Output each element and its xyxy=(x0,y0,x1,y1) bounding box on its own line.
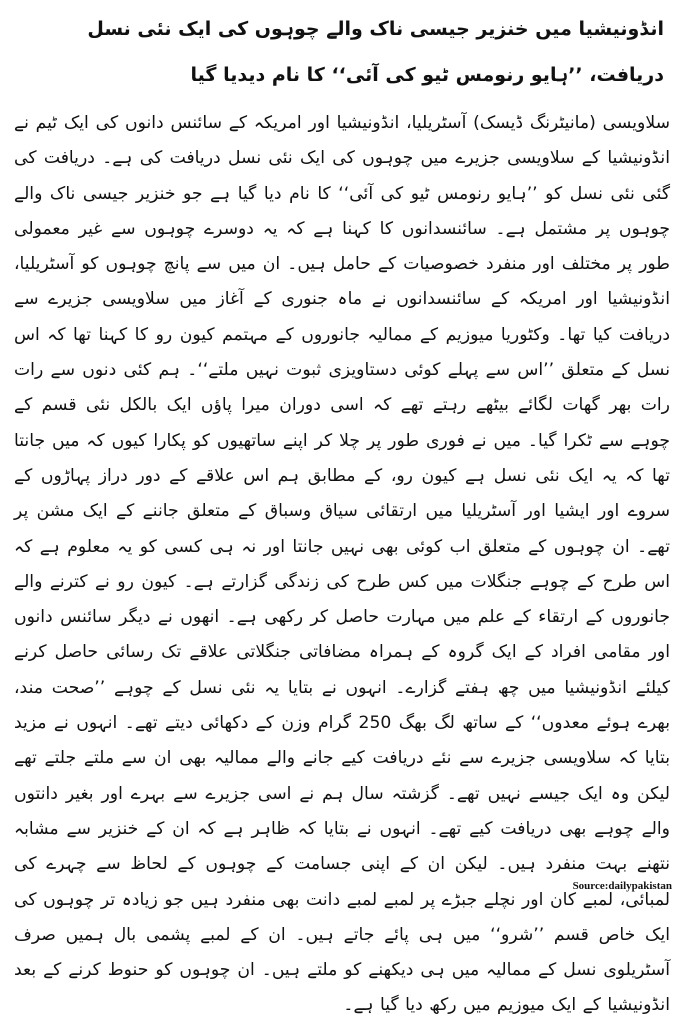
article-body: سلاویسی (مانیٹرنگ ڈیسک) آسٹریلیا، انڈونیشیا اور امریکہ کے سائنس دانوں کی ایک ٹیم نے انڈونیشیا کے سلاویسی جزیرے میں چوہوں کی ایک نئی نسل دریافت کی ہے۔ دریافت کی گئی نئی نسل کو ’’ہایو رنومس ٹیو کی آئی‘‘ کا نام دیا گیا ہے جو خنزیر جیسی ناک والے چوہوں پر مشتمل ہے۔ سائنسدانوں کا کہنا ہے کہ یہ دوسرے چوہوں سے غیر معمولی طور پر مختلف اور منفرد خصوصیات کے حامل ہیں۔ ان میں سے پانچ چوہوں کو آسٹریلیا، انڈونیشیا اور امریکہ کے سائنسدانوں نے ماہ جنوری کے آغاز میں سلاویسی جزیرے سے دریافت کیا تھا۔ وکٹوریا میوزیم کے ممالیہ جانوروں کے مہتمم کیون رو کا کہنا تھا کہ اس نسل کے متعلق ’’اس سے پہلے کوئی دستاویزی ثبوت نہیں ملتے‘‘۔ ہم کئی دنوں سے رات رات بھر گھات لگائے بیٹھے رہتے تھے کہ اسی دوران میرا پاؤں ایک بالکل نئی قسم کے چوہے سے ٹکرا گیا۔ میں نے فوری طور پر چلا کر اپنے ساتھیوں کو پکارا کیوں کہ میں جانتا تھا کہ یہ ایک نئی نسل ہے کیون رو، کے مطابق ہم اس علاقے کے دور دراز پہاڑوں کے سروے اور ایشیا اور آسٹریلیا میں ارتقائی سیاق وسباق کے متعلق جاننے کے ایک مشن پر تھے۔ ان چوہوں کے متعلق اب کوئی بھی نہیں جانتا اور نہ ہی کسی کو یہ معلوم ہے کہ اس طرح کے چوہے جنگلات میں کس طرح کی زندگی گزارتے ہے۔ کیون رو نے کترنے والے جانوروں کے ارتقاء کے علم میں مہارت حاصل کر رکھی ہے۔ انھوں نے دیگر سائنس دانوں اور مقامی افراد کے ایک گروہ کے ہمراہ مضافاتی جنگلاتی علاقے تک رسائی حاصل کرنے کیلئے انڈونیشیا میں چھ ہفتے گزارے۔ انہوں نے بتایا یہ نئی نسل کے چوہے ’’صحت مند، بھرے ہوئے معدوں‘‘ کے ساتھ لگ بھگ 250 گرام وزن کے دکھائی دیتے تھے۔ انہوں نے مزید بتایا کہ سلاویسی جزیرے سے نئے دریافت کیے جانے والے ممالیہ بھی ان سے ملتے جلتے تھے لیکن وہ ایک جیسے نہیں تھے۔ گزشتہ سال ہم نے اسی جزیرے سے بہرے اور بغیر دانتوں والے چوہے بھی دریافت کیے تھے۔ انہوں نے بتایا کہ ظاہر ہے کہ ان کے خنزیر سے مشابہ نتھنے بہت منفرد ہیں۔ لیکن ان کے اپنی جسامت کے چوہوں کے لحاظ سے چہرے کی لمبائی، لمبے کان اور نچلے جبڑے پر لمبے لمبے دانت بھی منفرد ہیں جو زیادہ تر چوہوں کی ایک خاص قسم ’’شرو‘‘ میں ہی پائے جاتے ہیں۔ ان کے لمبے پشمی بال ہمیں صرف آسٹریلوی نسل کے ممالیہ میں ہی دیکھنے کو ملتے ہیں۔ ان چوہوں کو حنوط کرنے کے بعد انڈونیشیا کے ایک میوزیم میں رکھ دیا گیا ہے۔ xyxy=(14,113,671,1016)
article-headline: انڈونیشیا میں خنزیر جیسی ناک والے چوہوں کی ایک نئی نسل دریافت، ’’ہایو رنومس ٹیو کی آئی‘‘ کا نام دیدیا گیا xyxy=(87,18,664,86)
source-credit: Source:dailypakistan xyxy=(572,880,672,892)
article xyxy=(14,6,670,1024)
